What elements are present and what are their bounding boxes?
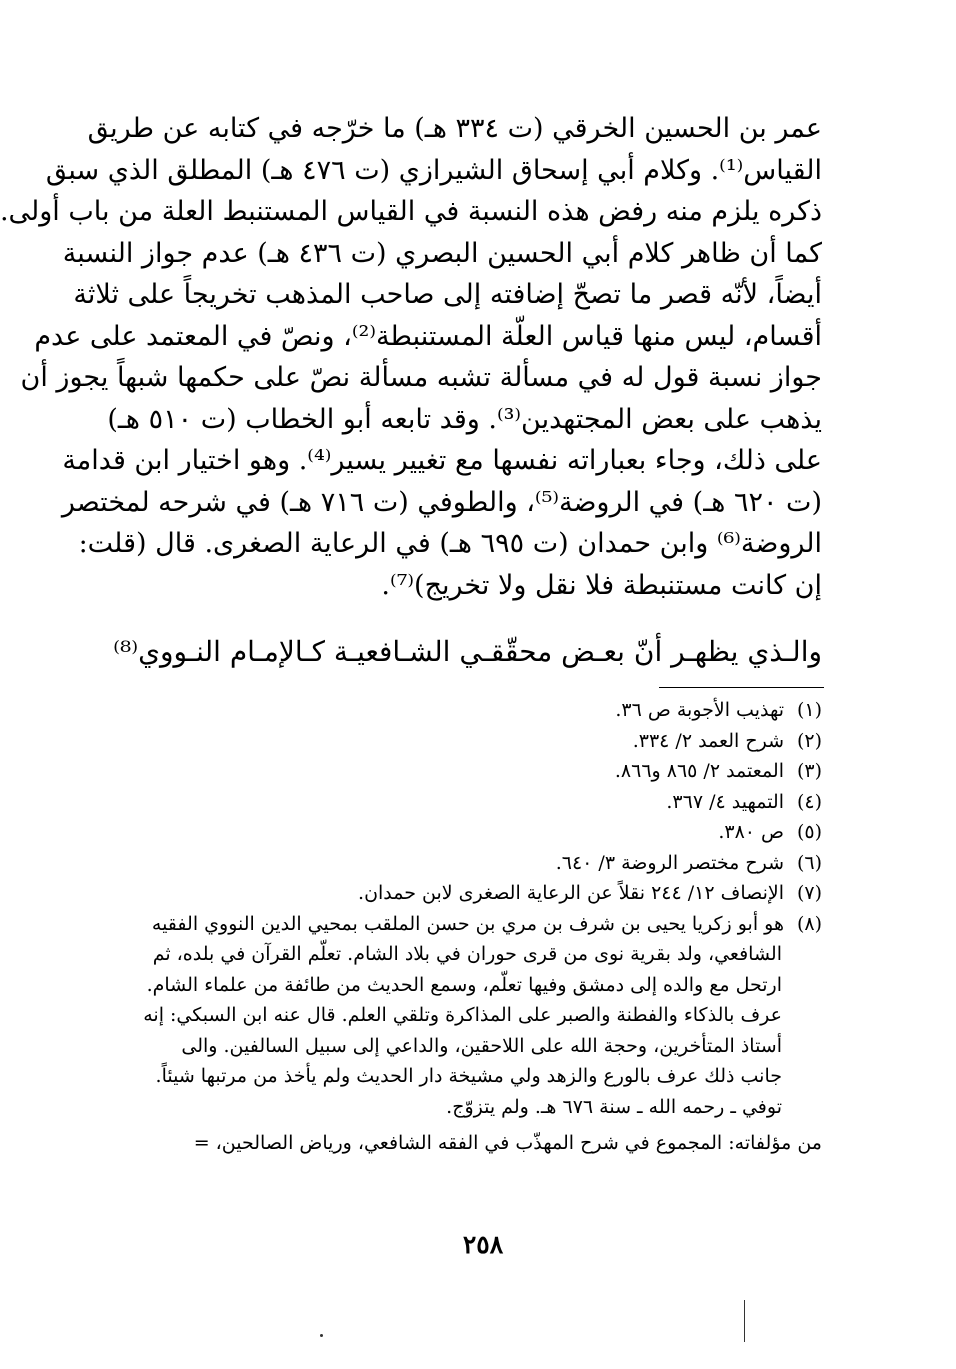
text-line: ذكره يلزم منه رفض هذه النسبة في القياس المستنبط العلة من باب أولى. — [0, 196, 822, 227]
footnote-8-line: أستاذ المتأخرين، وحجة الله على اللاحقين، والداعي إلى سبيل السالفين. والى — [181, 1034, 782, 1057]
text-line: إن كانت مستنبطة فلا نقل ولا تخريج)⁽⁷⁾. — [381, 569, 822, 601]
footnote-number: (١) — [796, 699, 822, 721]
next-paragraph-line: والـذي يظهـر أنّ بعـض محقّقـي الشـافعيـة كـالإمـام النـووي⁽⁸⁾ — [113, 635, 822, 668]
text-line: القياس⁽¹⁾. وكلام أبي إسحاق الشيرازي (ت ٤٧٦ هـ) المطلق الذي سبق — [45, 154, 822, 186]
text-line: (ت ٦٢٠ هـ) في الروضة⁽⁵⁾، والطوفي (ت ٧١٦ هـ) في شرحه لمختصر — [61, 486, 822, 518]
scan-artifact-dot — [320, 1334, 323, 1337]
text-line: كما أن ظاهر كلام أبي الحسين البصري (ت ٤٣٦ هـ) عدم جواز النسبة — [62, 237, 822, 269]
footnote-6 — [80, 848, 822, 879]
footnote-number: (٣) — [796, 760, 822, 782]
footnote-8-line: ارتحل مع والده إلى دمشق وفيها تعلّم، وسمع الحديث من طائفة من علماء الشام. — [146, 973, 782, 996]
text-line: الروضة⁽⁶⁾ وابن حمدان (ت ٦٩٥ هـ) في الرعاية الصغرى. قال (قلت: — [78, 528, 822, 559]
footnote-text: ص ٣٨٠. — [718, 821, 784, 843]
footnote-divider — [659, 687, 824, 688]
scan-artifact-line — [744, 1300, 745, 1342]
main-text — [0, 108, 822, 606]
footnote-8-line: عرف بالذكاء والفطنة والصبر على المذاكرة وتلقي العلم. قال عنه ابن السبكي: إنه — [143, 1004, 782, 1026]
footnote-4 — [80, 787, 822, 818]
footnote-8 — [80, 909, 822, 940]
footnote-1 — [80, 695, 822, 726]
footnote-text: الإنصاف ١٢/ ٢٤٤ نقلاً عن الرعاية الصغرى لابن حمدان. — [358, 882, 784, 904]
text-line: أيضاً، لأنّه قصر ما تصحّ إضافته إلى صاحب المذهب تخريجاً على ثلاثة — [73, 279, 822, 310]
footnote-text: المعتمد ٢/ ٨٦٥ و٨٦٦. — [614, 760, 784, 782]
text-line: أقسام، ليس منها قياس العلّة المستنبطة⁽²⁾، ونصّ في المعتمد على عدم — [34, 320, 822, 352]
footnote-2 — [80, 726, 822, 757]
footnote-text: شرح العمد ٢/ ٣٣٤. — [632, 729, 784, 752]
footnote-7 — [80, 878, 822, 909]
text-line: جواز نسبة قول له في مسألة تشبه مسألة نصّ على حكمها شبهاً يجوز أن — [20, 362, 822, 393]
text-line: على ذلك، وجاء بعباراته نفسها مع تغيير يسير⁽⁴⁾. وهو اختيار ابن قدامة — [62, 445, 822, 476]
footnote-number: (٥) — [796, 821, 822, 843]
footnote-number: (٧) — [796, 882, 822, 904]
footnote-8-line: جانب ذلك عرف بالورع والزهد ولي مشيخة دار الحديث ولم يأخذ من مرتبها شيئاً. — [155, 1065, 782, 1087]
page-number: ٢٥٨ — [462, 1230, 504, 1259]
footnote-8-line: الشافعي، ولد بقرية نوى من قرى حوران في بلاد الشام. تعلّم القرآن في بلده، ثم — [152, 943, 782, 965]
footnotes — [80, 695, 822, 1159]
footnote-number: (٦) — [796, 851, 822, 874]
footnote-text: التمهيد ٤/ ٣٦٧. — [666, 790, 784, 813]
footnote-text: هو أبو زكريا يحيى بن شرف بن مري بن حسن الملقب بمحيي الدين النووي الفقيه — [151, 912, 784, 935]
footnote-number: (٢) — [796, 729, 822, 752]
text-line: عمر بن الحسين الخرقي (ت ٣٣٤ هـ) ما خرّجه في كتابه عن طريق — [87, 113, 822, 144]
footnote-text: تهذيب الأجوبة ص ٣٦. — [615, 699, 784, 721]
footnote-text: شرح مختصر الروضة ٣/ ٦٤٠. — [555, 851, 784, 874]
footnote-8-works: من مؤلفاته: المجموع في شرح المهذّب في الفقه الشافعي، ورياض الصالحين، = — [193, 1132, 822, 1154]
footnote-number: (٤) — [796, 790, 822, 813]
footnote-8-line: توفي ـ رحمه الله ـ سنة ٦٧٦ هـ. ولم يتزوّج. — [446, 1095, 782, 1118]
text-line: يذهب على بعض المجتهدين⁽³⁾. وقد تابعه أبو الخطاب (ت ٥١٠ هـ) — [107, 403, 822, 435]
footnote-3 — [80, 756, 822, 787]
footnote-number: (٨) — [796, 912, 822, 935]
footnote-5 — [80, 817, 822, 848]
